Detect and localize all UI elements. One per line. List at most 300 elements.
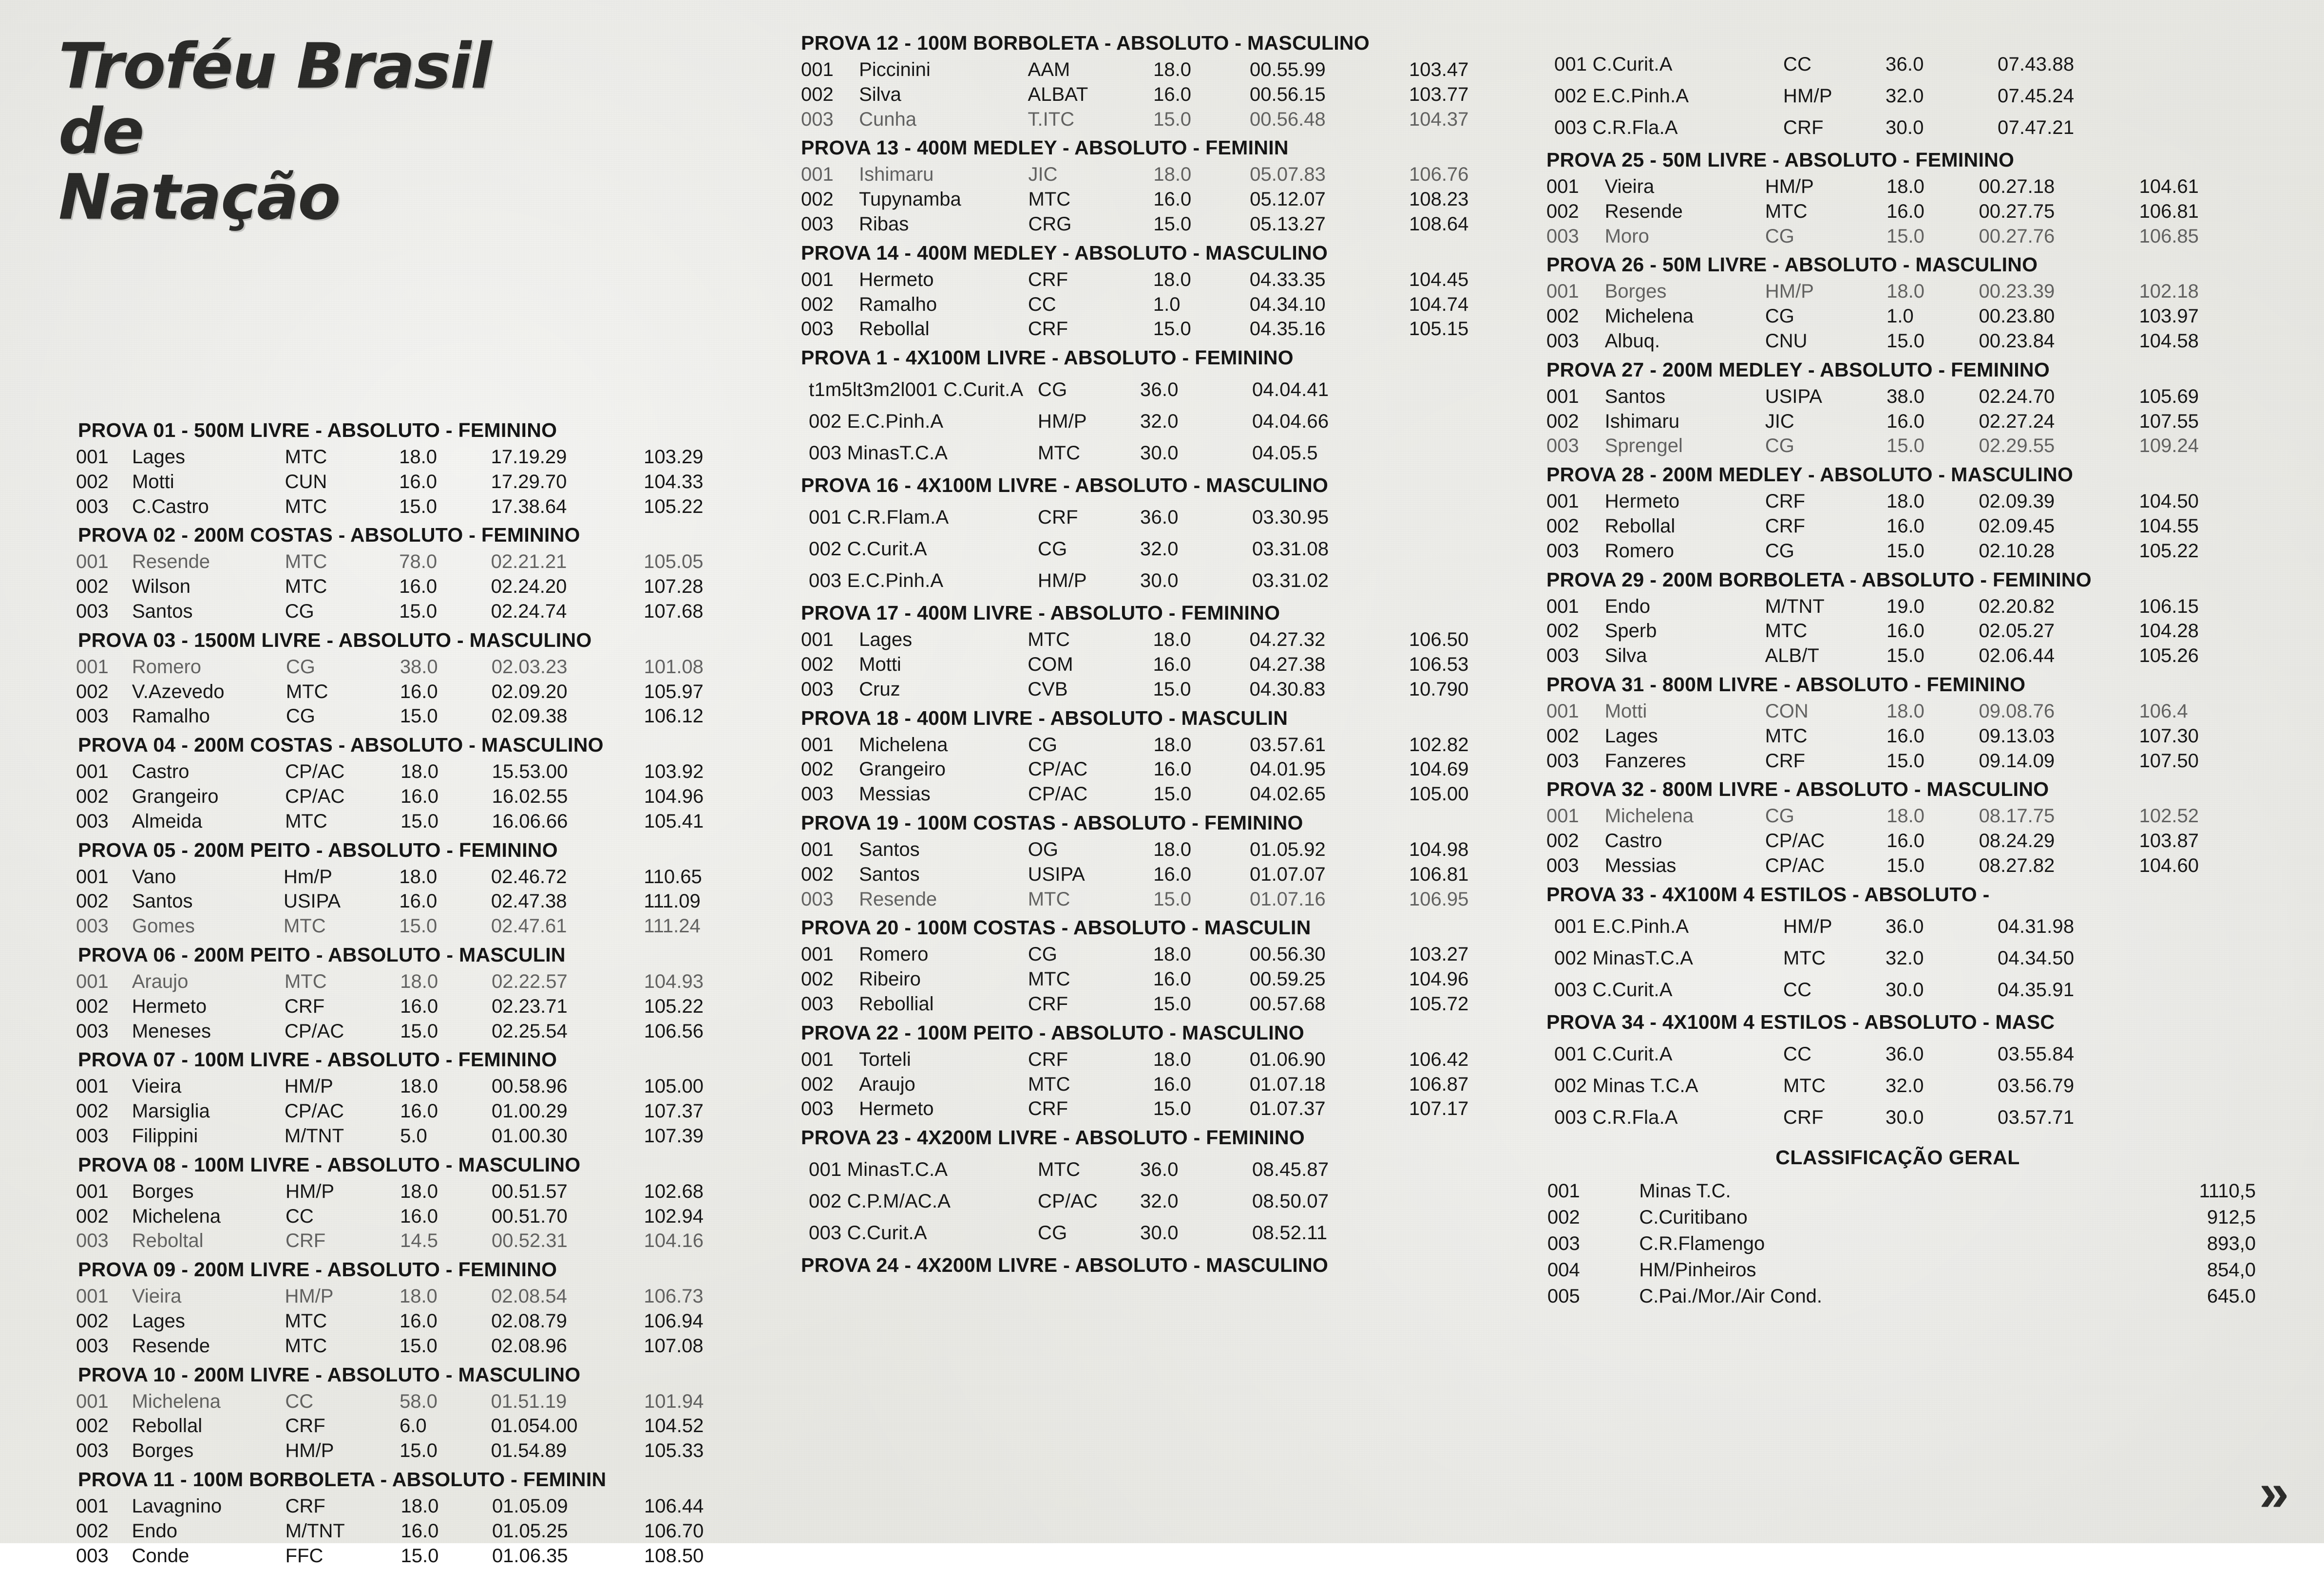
club-code: CP/AC [1765,854,1825,876]
result-time: 01.07.37 [1249,1098,1326,1120]
table-row [794,317,1525,341]
result-time: 02.10.28 [1979,540,2055,562]
age-value: 15.0 [400,1545,439,1567]
event-heading: PROVA 05 - 200M PEITO - ABSOLUTO - FEMININO [78,838,558,861]
table-row [63,1124,755,1149]
athlete-name: Albuq. [1604,330,1660,352]
table-row [63,1389,755,1414]
results-table [63,549,755,624]
result-position: 001 [1546,700,1579,722]
table-row [1540,1283,2256,1309]
result-points: 102.68 [644,1180,704,1202]
relay-result-row [809,379,1525,401]
relay-team: 002 E.C.Pinh.A [1554,85,1689,107]
club-code: COM [1028,653,1073,675]
club-code: ALB/T [1765,645,1819,667]
age-value: 30.0 [1886,117,1924,138]
table-row [794,1096,1525,1121]
club-code: CG [1765,805,1794,827]
event-heading: PROVA 04 - 200M COSTAS - ABSOLUTO - MASCULINO [78,734,604,756]
club-code: CRF [285,1415,325,1437]
athlete-name: C.Castro [132,495,209,517]
athlete-name: Meneses [132,1020,211,1042]
club-code: CRF [1765,750,1806,772]
athlete-name: Michelena [132,1205,221,1227]
result-points: 106.12 [644,705,704,727]
result-position: 002 [76,576,109,598]
team-points: 1110,5 [2199,1180,2256,1202]
result-position: 003 [76,1545,109,1567]
athlete-name: Rebollal [859,318,930,340]
result-points: 107.50 [2139,750,2199,772]
result-position: 003 [1546,540,1579,562]
result-points: 103.87 [2139,830,2199,852]
result-position: 003 [76,1230,109,1252]
club-code: MTC [1038,1159,1081,1181]
table-row [63,784,755,809]
table-row [794,187,1525,212]
result-time: 02.21.21 [491,551,567,573]
athlete-name: Ishimaru [1604,410,1680,432]
table-row [794,862,1525,887]
table-row [1540,749,2256,774]
age-value: 1.0 [1886,305,1914,327]
result-time: 04.35.91 [1998,979,2075,1001]
athlete-name: Rebollial [859,993,934,1015]
age-value: 15.0 [1886,540,1924,562]
results-table [63,655,755,729]
result-points: 103.77 [1409,83,1469,105]
age-value: 16.0 [1153,758,1192,780]
age-value: 16.0 [1886,200,1924,222]
club-code: CRF [286,1230,326,1252]
age-value: 32.0 [1886,1075,1924,1096]
club-code: CG [1038,1222,1067,1244]
club-code: CC [1783,979,1812,1001]
result-points: 106.76 [1409,164,1469,186]
athlete-name: Rebollal [132,1415,203,1437]
results-table [63,969,755,1043]
result-points: 107.17 [1409,1098,1469,1120]
table-row [1540,804,2256,829]
age-value: 18.0 [1886,281,1924,302]
athlete-name: Motti [1604,700,1647,722]
club-code: HM/P [1765,176,1814,197]
table-row [1540,199,2256,224]
age-value: 16.0 [399,471,438,492]
result-position: 001 [801,838,834,860]
event-heading: PROVA 07 - 100M LIVRE - ABSOLUTO - FEMININO [78,1048,557,1071]
event-heading: PROVA 29 - 200M BORBOLETA - ABSOLUTO - FEMININO [1546,568,2092,591]
club-code: MTC [1028,888,1070,910]
relay-result-row [809,538,1525,560]
result-position: 001 [801,734,834,756]
result-time: 03.31.02 [1252,570,1329,592]
result-points: 110.65 [644,866,702,888]
result-time: 08.45.87 [1252,1159,1329,1181]
table-row [63,889,755,914]
athlete-name: Torteli [859,1048,911,1070]
result-time: 02.09.20 [491,681,568,702]
result-time: 00.23.84 [1979,330,2055,352]
results-table [1540,489,2256,563]
age-value: 16.0 [1153,1073,1191,1095]
athlete-name: Cunha [859,108,916,130]
table-row [63,1309,755,1334]
result-position: 003 [76,600,109,622]
club-code: CC [285,1390,314,1412]
result-position: 001 [1546,281,1579,302]
result-points: 104.69 [1409,758,1469,780]
age-value: 15.0 [1886,750,1924,772]
table-row [794,82,1525,107]
result-position: 003 [801,1098,834,1120]
result-points: 106.53 [1409,653,1469,675]
result-position: 002 [801,83,834,105]
club-code: HM/P [1783,85,1832,107]
age-value: 30.0 [1140,570,1179,592]
club-code: USIPA [1028,863,1085,885]
results-table [63,1074,755,1148]
result-points: 105.00 [644,1076,704,1097]
age-value: 18.0 [1886,491,1924,512]
athlete-name: Lages [1604,725,1658,747]
result-time: 04.04.66 [1252,411,1329,433]
classification-position: 005 [1547,1285,1580,1307]
table-row [63,470,755,494]
athlete-name: Cruz [859,678,900,700]
age-value: 18.0 [1153,268,1191,290]
team-name: HM/Pinheiros [1639,1259,1756,1281]
relay-result-row [1554,916,2256,938]
club-code: CON [1765,700,1809,722]
results-column-1 [63,414,755,1569]
result-time: 04.34.50 [1998,947,2075,969]
age-value: 78.0 [399,551,438,573]
athlete-name: Araujo [132,970,189,992]
result-points: 107.28 [644,576,704,598]
result-position: 001 [76,866,109,888]
athlete-name: Castro [1604,830,1662,852]
team-points: 854,0 [2207,1259,2256,1281]
event-heading: PROVA 09 - 200M LIVRE - ABSOLUTO - FEMININO [78,1258,557,1281]
result-points: 108.23 [1409,189,1469,210]
age-value: 38.0 [1886,385,1924,407]
result-position: 003 [1546,645,1579,667]
event-heading: PROVA 32 - 800M LIVRE - ABSOLUTO - MASCULINO [1546,778,2049,801]
result-position: 001 [801,59,834,80]
athlete-name: Vano [132,866,176,888]
relay-team: 001 C.Curit.A [1554,54,1673,75]
age-value: 18.0 [1153,164,1192,186]
table-row [63,1204,755,1229]
result-points: 104.74 [1409,293,1469,315]
athlete-name: Santos [132,600,193,622]
age-value: 15.0 [1886,330,1924,352]
results-table [63,865,755,939]
results-table [794,733,1525,807]
athlete-name: Silva [859,83,901,105]
table-row [63,1074,755,1099]
result-position: 001 [76,1390,109,1412]
club-code: CRF [1038,507,1078,529]
table-row [794,782,1525,807]
result-time: 08.27.82 [1979,854,2055,876]
table-row [794,267,1525,292]
relay-team: 002 C.Curit.A [809,538,927,560]
result-position: 001 [76,1495,109,1517]
table-row [1540,1204,2256,1230]
table-row [1540,329,2256,354]
athlete-name: Hermeto [132,995,207,1017]
club-code: MTC [1028,189,1071,210]
table-row [794,733,1525,757]
relay-result-row [1554,54,2256,76]
table-row [1540,853,2256,878]
club-code: CRF [1028,993,1068,1015]
result-time: 01.06.35 [492,1545,568,1567]
athlete-name: Resende [859,888,937,910]
table-row [1540,304,2256,329]
athlete-name: Resende [132,1335,210,1357]
club-code: MTC [283,915,326,937]
age-value: 18.0 [1153,629,1191,651]
club-code: MTC [285,1335,327,1357]
table-row [794,162,1525,187]
result-position: 001 [801,1048,834,1070]
result-time: 16.02.55 [492,785,568,807]
age-value: 18.0 [1153,59,1192,80]
club-code: ALBAT [1028,83,1088,105]
club-code: CP/AC [1028,758,1088,780]
relay-team: 001 C.Curit.A [1554,1043,1673,1065]
age-value: 30.0 [1140,442,1179,464]
result-time: 07.45.24 [1998,85,2075,107]
result-position: 002 [801,758,834,780]
result-position: 001 [1546,595,1579,617]
club-code: CUN [285,471,327,492]
age-value: 15.0 [1886,854,1925,876]
athlete-name: Borges [132,1180,194,1202]
result-position: 003 [801,678,834,700]
table-row [63,1414,755,1438]
results-table [63,1179,755,1253]
result-position: 002 [76,1520,109,1542]
table-row [63,994,755,1019]
result-points: 104.96 [644,785,704,807]
result-points: 106.95 [1409,888,1469,910]
relay-team: 003 E.C.Pinh.A [809,570,944,592]
table-row [63,1519,755,1544]
table-row [1540,539,2256,564]
age-value: 16.0 [1886,620,1924,642]
result-time: 00.52.31 [491,1230,568,1252]
result-position: 002 [801,293,834,315]
team-points: 645.0 [2207,1285,2256,1307]
result-position: 003 [1546,225,1579,247]
athlete-name: Vieira [132,1285,182,1307]
relay-team: 001 MinasT.C.A [809,1159,948,1181]
result-time: 02.09.45 [1979,515,2055,537]
age-value: 16.0 [399,576,438,598]
result-time: 07.43.88 [1998,54,2075,75]
result-points: 105.15 [1409,318,1469,340]
classification-block [1540,1146,2256,1309]
result-points: 104.93 [644,970,704,992]
age-value: 36.0 [1886,915,1924,937]
age-value: 18.0 [1153,734,1192,756]
athlete-name: Hermeto [859,1098,934,1120]
classification-position: 003 [1547,1232,1580,1254]
age-value: 36.0 [1140,507,1179,529]
table-row [63,865,755,889]
club-code: MTC [1765,620,1808,642]
results-table [1540,699,2256,773]
relay-result-row [809,411,1525,433]
relay-result-row [809,1222,1525,1244]
athlete-name: Marsiglia [132,1100,210,1122]
age-value: 18.0 [399,866,438,888]
results-table [794,1047,1525,1121]
athlete-name: V.Azevedo [132,681,225,702]
table-row [63,1494,755,1519]
result-points: 111.24 [644,915,701,937]
club-code: USIPA [1765,385,1822,407]
result-position: 003 [1546,854,1579,876]
athlete-name: Grangeiro [859,758,946,780]
age-value: 32.0 [1886,85,1924,107]
result-points: 104.45 [1409,268,1469,290]
club-code: HM/P [285,1440,334,1462]
club-code: HM/P [1038,411,1087,433]
event-heading: PROVA 22 - 100M PEITO - ABSOLUTO - MASCULINO [801,1021,1305,1044]
result-points: 104.37 [1409,108,1469,130]
results-table [63,1389,755,1463]
age-value: 32.0 [1140,1191,1179,1212]
athlete-name: Motti [132,471,174,492]
age-value: 18.0 [1886,176,1924,197]
result-time: 04.34.10 [1249,293,1326,315]
athlete-name: Messias [1604,854,1676,876]
age-value: 15.0 [399,915,438,937]
table-row [63,1284,755,1309]
athlete-name: Reboltal [132,1230,204,1252]
result-points: 105.97 [644,681,704,702]
result-position: 003 [801,108,834,130]
club-code: HM/P [286,1180,335,1202]
club-code: CG [1765,540,1794,562]
event-heading: PROVA 25 - 50M LIVRE - ABSOLUTO - FEMININO [1546,149,2015,171]
club-code: MTC [1038,442,1081,464]
age-value: 15.0 [1886,645,1924,667]
result-points: 104.61 [2139,176,2199,197]
result-points: 104.58 [2139,330,2199,352]
result-points: 104.33 [644,471,704,492]
result-time: 16.06.66 [492,810,568,832]
results-table [794,627,1525,701]
athlete-name: Borges [1604,281,1667,302]
result-time: 00.56.15 [1250,83,1326,105]
result-position: 001 [76,970,109,992]
athlete-name: Romero [1604,540,1674,562]
result-points: 107.68 [644,600,704,622]
result-position: 003 [76,810,109,832]
event-heading: PROVA 11 - 100M BORBOLETA - ABSOLUTO - FEMININ [78,1468,607,1491]
table-row [63,759,755,784]
result-points: 107.39 [644,1125,704,1147]
team-name: C.R.Flamengo [1639,1232,1765,1254]
age-value: 16.0 [400,785,438,807]
event-heading: PROVA 06 - 200M PEITO - ABSOLUTO - MASCULIN [78,943,566,966]
age-value: 18.0 [400,1495,439,1517]
club-code: JIC [1028,164,1058,186]
relay-result-row [1554,1075,2256,1097]
result-position: 001 [1546,805,1579,827]
result-time: 17.38.64 [491,495,567,517]
table-row [794,887,1525,912]
result-position: 003 [76,915,109,937]
result-position: 001 [76,1076,109,1097]
result-time: 01.07.16 [1250,888,1326,910]
classification-position: 002 [1547,1206,1580,1228]
result-time: 02.09.38 [491,705,568,727]
relay-team: t1m5lt3m2l001 C.Curit.A [809,379,1024,401]
athlete-name: Michelena [859,734,948,756]
age-value: 15.0 [1153,318,1191,340]
result-points: 106.94 [644,1310,704,1332]
result-time: 09.13.03 [1979,725,2055,747]
event-heading: PROVA 17 - 400M LIVRE - ABSOLUTO - FEMININO [801,602,1280,624]
result-time: 00.27.76 [1979,225,2055,247]
club-code: MTC [1765,200,1808,222]
table-row [63,1438,755,1463]
results-table [1540,594,2256,668]
athlete-name: Vieira [1604,176,1655,197]
age-value: 58.0 [400,1390,438,1412]
age-value: 6.0 [400,1415,427,1437]
club-code: CRF [285,1495,325,1517]
result-points: 106.4 [2139,700,2188,722]
result-position: 001 [1546,176,1579,197]
result-time: 08.50.07 [1252,1191,1329,1212]
result-position: 002 [801,1073,834,1095]
athlete-name: Michelena [132,1390,221,1412]
club-code: HM/P [284,1076,333,1097]
event-heading: PROVA 31 - 800M LIVRE - ABSOLUTO - FEMININO [1546,673,2026,696]
athlete-name: Lages [859,629,913,651]
result-points: 104.28 [2139,620,2199,642]
result-points: 106.73 [644,1285,704,1307]
age-value: 16.0 [1153,863,1192,885]
result-time: 17.29.70 [491,471,567,492]
results-table [794,162,1525,236]
club-code: CP/AC [1765,830,1825,852]
relay-team: 003 MinasT.C.A [809,442,948,464]
age-value: 18.0 [1886,805,1925,827]
result-position: 003 [1546,330,1579,352]
result-position: 001 [801,944,834,965]
athlete-name: Grangeiro [132,785,219,807]
athlete-name: Gomes [132,915,195,937]
age-value: 32.0 [1140,411,1179,433]
athlete-name: Ishimaru [859,164,934,186]
result-time: 02.24.20 [491,576,567,598]
result-time: 03.56.79 [1998,1075,2075,1096]
athlete-name: Santos [1604,385,1666,407]
results-table [1540,384,2256,458]
chevron-right-icon: » [2259,1462,2280,1522]
club-code: HM/P [285,1285,334,1307]
